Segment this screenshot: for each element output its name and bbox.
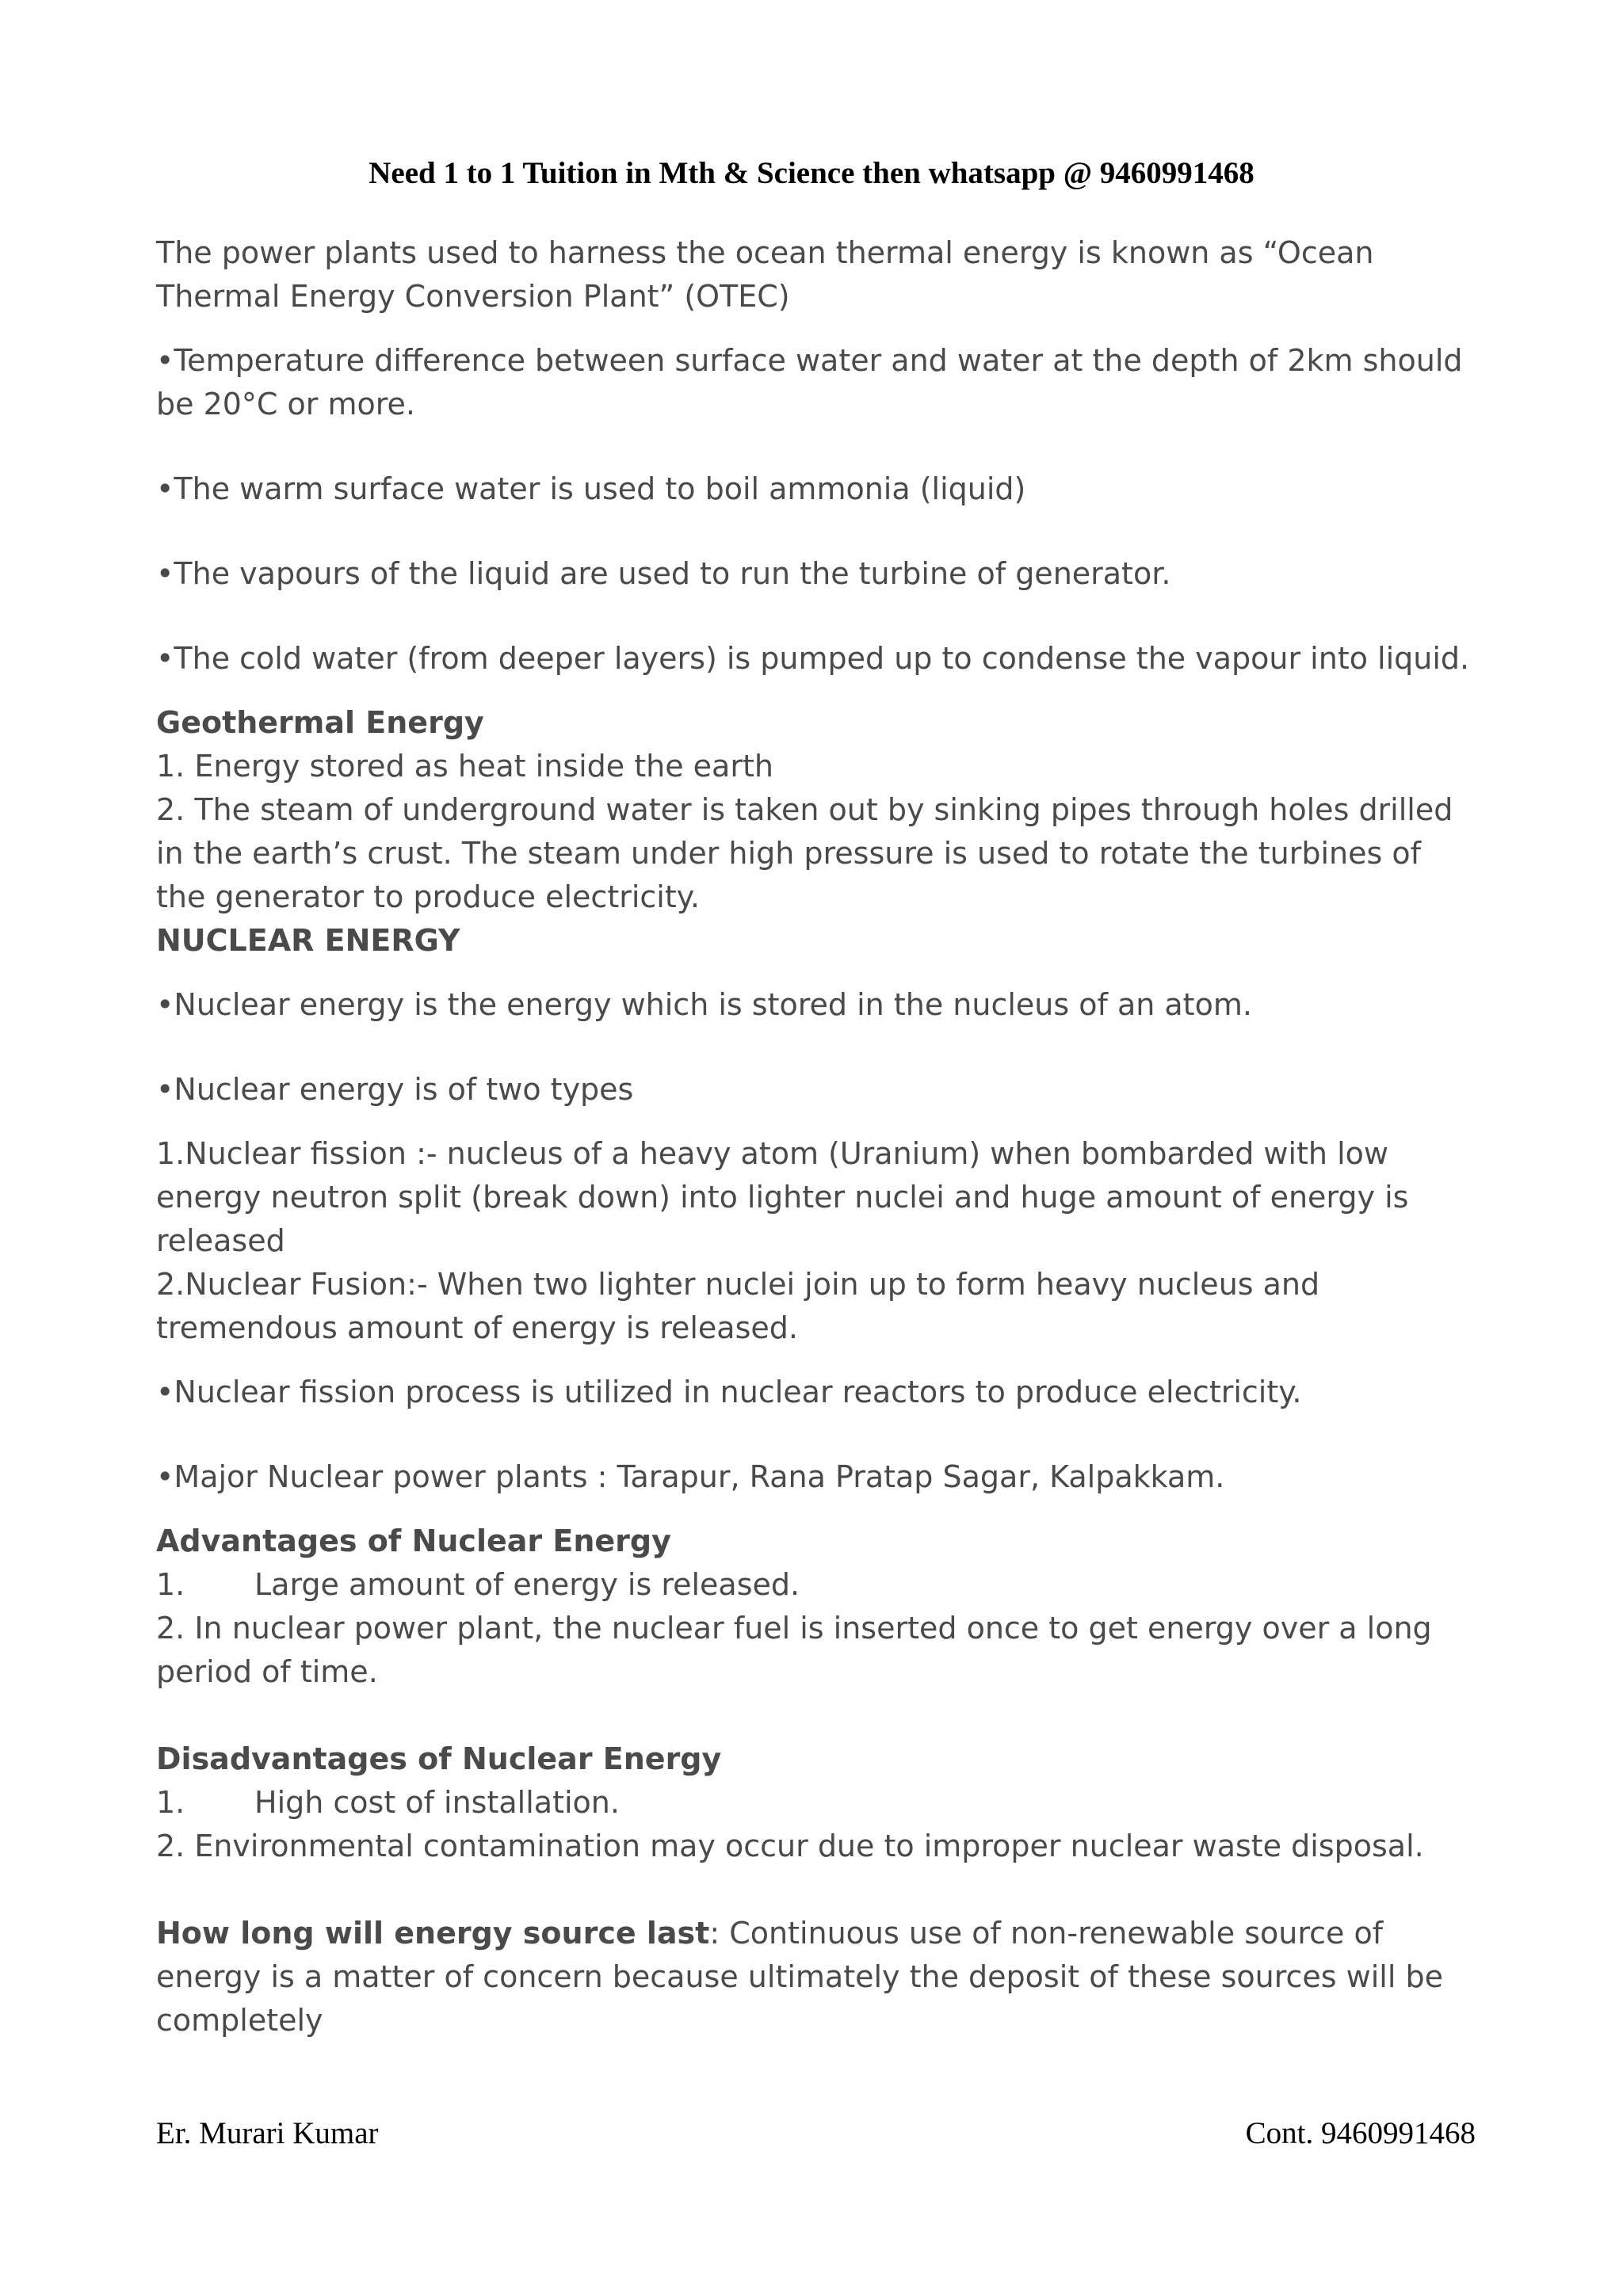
nuclear-bullet: •Nuclear energy is of two types	[156, 1072, 634, 1107]
author-name: Er. Murari Kumar	[156, 2116, 379, 2150]
nuclear-bullet: •Nuclear fission process is utilized in nuclear reactors to produce electricity.	[156, 1375, 1302, 1409]
nuclear-bullet: •Major Nuclear power plants : Tarapur, Rana Pratap Sagar, Kalpakkam.	[156, 1459, 1225, 1494]
disadvantages-item: 2. Environmental contamination may occur due to improper nuclear waste disposal.	[156, 1829, 1424, 1863]
otec-bullet: •The vapours of the liquid are used to run the turbine of generator.	[156, 556, 1171, 591]
geothermal-item: 2. The steam of underground water is taken out by sinking pipes through holes drilled in the earth’s crust. The steam under high pressure is used to rotate the turbines of the generator to produce electricity.	[156, 792, 1453, 914]
list-text: Large amount of energy is released.	[254, 1567, 800, 1602]
nuclear-bullet: •Nuclear energy is the energy which is stored in the nucleus of an atom.	[156, 987, 1252, 1022]
advantages-item: 2. In nuclear power plant, the nuclear fuel is inserted once to get energy over a long period of time.	[156, 1611, 1432, 1689]
geothermal-heading: Geothermal Energy	[156, 705, 484, 740]
advantages-heading: Advantages of Nuclear Energy	[156, 1524, 671, 1558]
energy-source-label: How long will energy source last	[156, 1916, 710, 1951]
list-text: High cost of installation.	[254, 1785, 620, 1820]
page-content	[156, 231, 1480, 2042]
otec-bullet: •Temperature difference between surface water and water at the depth of 2km should be 20°C or more.	[156, 343, 1463, 421]
disadvantages-heading: Disadvantages of Nuclear Energy	[156, 1741, 722, 1776]
advantages-item	[156, 1563, 1480, 1607]
list-number: 1.	[156, 1785, 185, 1820]
tuition-header: Need 1 to 1 Tuition in Mth & Science then whatsapp @ 9460991468	[369, 156, 1254, 190]
otec-bullet: •The cold water (from deeper layers) is pumped up to condense the vapour into liquid.	[156, 641, 1470, 676]
nuclear-type: 2.Nuclear Fusion:- When two lighter nuclei join up to form heavy nucleus and tremendous amount of energy is released.	[156, 1267, 1320, 1345]
energy-source-text: : Continuous use of non-renewable source of energy is a matter of concern because ultimately the deposit of these sources will be completely	[156, 1916, 1443, 2038]
list-number: 1.	[156, 1567, 185, 1602]
contact-number: Cont. 9460991468	[1245, 2116, 1476, 2150]
nuclear-type: 1.Nuclear fission :- nucleus of a heavy atom (Uranium) when bombarded with low energy neutron split (break down) into lighter nuclei and huge amount of energy is released	[156, 1136, 1409, 1258]
geothermal-item: 1. Energy stored as heat inside the earth	[156, 749, 773, 784]
otec-intro: The power plants used to harness the ocean thermal energy is known as “Ocean Thermal Energy Conversion Plant” (OTEC)	[156, 235, 1374, 314]
disadvantages-item	[156, 1781, 1480, 1825]
nuclear-heading: NUCLEAR ENERGY	[156, 923, 460, 958]
energy-source-paragraph	[156, 1912, 1480, 2042]
otec-bullet: •The warm surface water is used to boil ammonia (liquid)	[156, 471, 1026, 506]
